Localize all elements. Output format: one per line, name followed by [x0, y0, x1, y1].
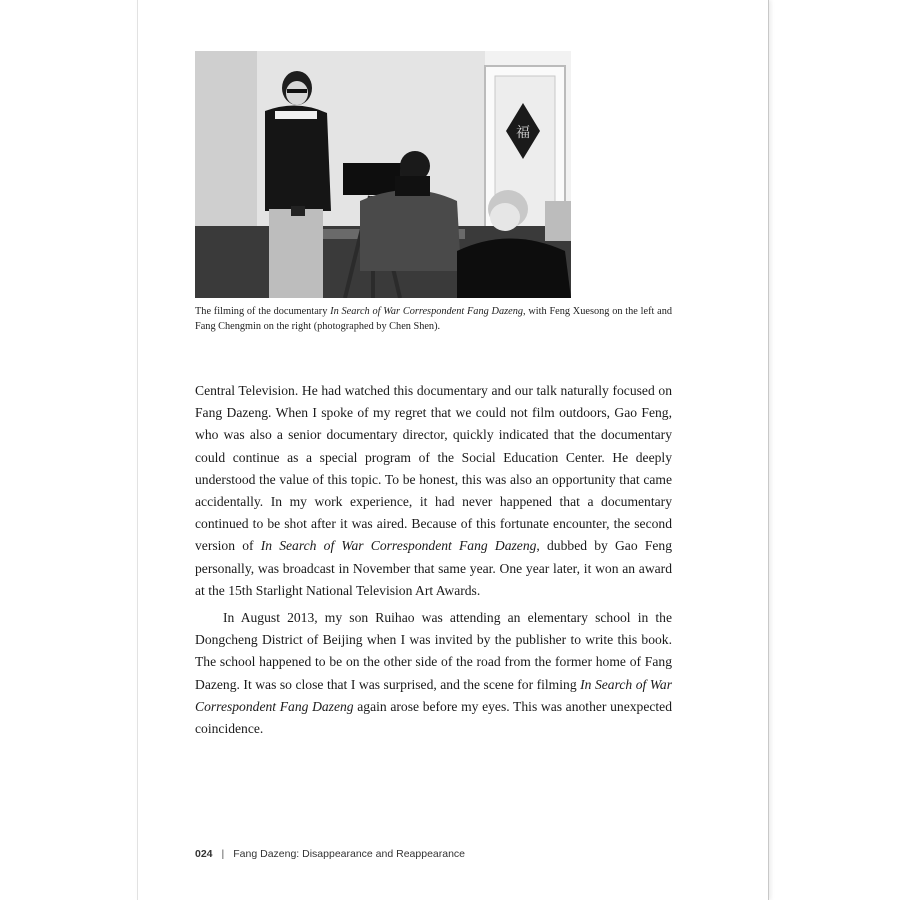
footer-separator: | [221, 848, 225, 860]
paragraph-1-text-a: Central Television. He had watched this documentary and our talk naturally focused on Fang Dazeng. When I spoke of my regret that we could not film outdoors, Gao Feng, who was also a senior documentary director, quickly indicated that the documentary could continue as a special program of the Social Education Center. He deeply understood the value of this topic. To be honest, this was also an opportunity that came accidentally. In my work experience, it had never happened that a documentary continued to be shot after it was aired. Because of this fortunate encounter, the second version of [195, 383, 672, 554]
paragraph-1 [195, 380, 672, 602]
svg-text:福: 福 [516, 125, 530, 141]
paragraph-2-text-a: In August 2013, my son Ruihao was attending an elementary school in the Dongcheng District of Beijing when I was invited by the publisher to write this book. The school happened to be on the other side of the road from the former home of Fang Dazeng. It was so close that I was surprised, and the scene for filming [195, 610, 672, 692]
caption-text-after: , with Feng Xuesong on the left and Fang Chengmin on the right (photographed by Chen Shen). [195, 306, 672, 332]
page-number: 024 [195, 848, 213, 860]
paragraph-2-title: In Search of War Correspondent Fang Dazeng [195, 676, 672, 714]
documentary-filming-photo [195, 51, 571, 298]
paragraph-2-text-b: again arose before my eyes. This was another unexpected coincidence. [195, 698, 672, 737]
paragraph-2 [195, 607, 672, 740]
figure-caption [195, 304, 672, 334]
caption-text-before: The filming of the documentary [195, 306, 331, 317]
caption-documentary-title: In Search of War Correspondent Fang Dazeng [330, 306, 523, 317]
paragraph-1-title: In Search of War Correspondent Fang Dazeng [260, 538, 537, 554]
page-footer [195, 848, 465, 860]
running-title: Fang Dazeng: Disappearance and Reappearance [233, 848, 466, 860]
paragraph-1-text-b: , dubbed by Gao Feng personally, was broadcast in November that same year. One year later, it won an award at the 15th Starlight National Television Art Awards. [195, 538, 673, 598]
body-text [195, 380, 672, 745]
